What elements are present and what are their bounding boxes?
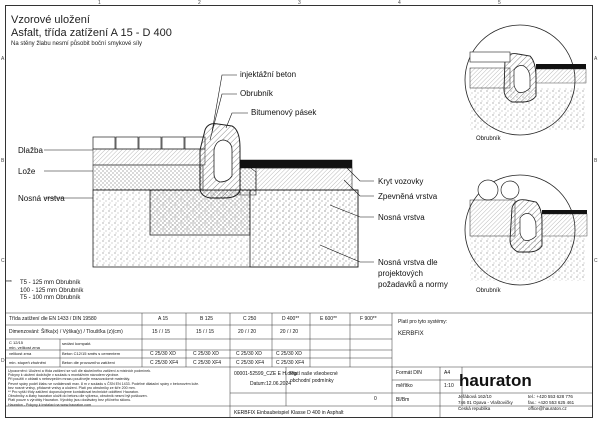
row3-sub: velikost zrna bbox=[9, 351, 32, 356]
row1-c: 20 / / 20 bbox=[238, 329, 257, 335]
kerb-channel bbox=[214, 140, 232, 182]
row4-label: Beton C12/15 směs s cementem bbox=[62, 351, 121, 356]
drawing-number: 00001-52599_CZE E H.dwg bbox=[234, 371, 297, 377]
label-stabilized: Zpevněná vrstva bbox=[378, 192, 438, 201]
drawing-description: KERBFIX Einbaubeispiel Klasse D 400 in Asphalt bbox=[234, 410, 344, 416]
row4-b: C 25/30 XD bbox=[193, 351, 219, 357]
bed-layer bbox=[93, 165, 203, 190]
page-subtitle: Asfalt, třída zatížení A 15 - D 400 bbox=[11, 27, 172, 39]
row5-b: C 25/30 XF4 bbox=[193, 360, 222, 366]
grid-col-1: 1 bbox=[98, 0, 101, 6]
class-d400: D 400** bbox=[282, 316, 300, 322]
grid-col-4: 4 bbox=[398, 0, 401, 6]
grid-row-b-right: B bbox=[594, 158, 598, 164]
row1-d: 20 / / 20 bbox=[280, 329, 299, 335]
legend-line: 100 - 125 mm Obrubník bbox=[20, 287, 84, 294]
grid-row-c-right: C bbox=[594, 258, 598, 264]
brand-logo: hauraton bbox=[459, 371, 532, 390]
row5-d: C 25/30 XF4 bbox=[276, 360, 305, 366]
date-value: 12.06.2024 bbox=[266, 381, 292, 387]
format-value: A4 bbox=[444, 370, 451, 376]
base-layer-right bbox=[250, 190, 358, 267]
row4-sub: min. stupeň zhutnění bbox=[9, 360, 47, 365]
label-base-project-1: Nosná vrstva dle bbox=[378, 258, 438, 267]
note-line: Hauraton - Pokyny k instalaci na www.hauraton.com bbox=[8, 402, 92, 407]
stabilized-layer bbox=[256, 168, 352, 190]
note-line: Při použití v oblasti s nebezpečím mrazu používejte mrazuvzdorné materiály. bbox=[8, 377, 130, 382]
paving-bed bbox=[93, 149, 205, 165]
products-label: Platí pro tyto systémy: bbox=[398, 319, 448, 325]
asphalt-surface bbox=[240, 160, 352, 168]
grid-col-3: 3 bbox=[298, 0, 301, 6]
page-note: Na stěny žlabu nesmí působit boční smykové síly bbox=[11, 41, 143, 47]
class-a15: A 15 bbox=[158, 316, 169, 322]
class-c250: C 250 bbox=[243, 316, 257, 322]
class-f900: F 900** bbox=[360, 316, 377, 322]
grid-row-c: C bbox=[1, 258, 5, 264]
row5-label: Beton dle provozního zatížení bbox=[62, 360, 115, 365]
label-kerb: Obrubník bbox=[240, 89, 273, 98]
detail-view-top bbox=[465, 25, 586, 135]
scale-label: měřítko bbox=[396, 383, 413, 389]
label-bitumen-strip: Bitumenový pásek bbox=[251, 108, 317, 117]
label-base-left: Nosná vrstva bbox=[18, 194, 65, 203]
label-base-right: Nosná vrstva bbox=[378, 213, 425, 222]
note-line: Obrubníky a žlaby hauraton uložit do betonu dle výkresu, obrubník nesmí být poškozen. bbox=[8, 394, 148, 399]
row5-c: C 25/30 XF4 bbox=[236, 360, 265, 366]
row1-label: Dimenzování: Šířka(x) / Výška(y) / Tloušťka (z)(cm) bbox=[9, 329, 123, 335]
grid-row-d: D bbox=[1, 358, 5, 364]
revision: 0 bbox=[374, 396, 377, 402]
scale-value: 1:10 bbox=[444, 383, 454, 389]
note-line: ** Pro vyšší třídy zatížení doporučujeme kontaktovat technické oddělení Hauraton. bbox=[8, 390, 140, 395]
legend-line: T5 - 100 mm Obrubník bbox=[20, 295, 81, 301]
label-detail-bottom: Obrubník bbox=[476, 288, 501, 294]
brand-contact: tel.: +420 553 628 776 fax.: +420 553 625 461 office@hauraton.cz bbox=[528, 394, 575, 411]
note-line: Upozornění: Uložení a třída zatížení se volí dle skutečného zatížení a místních podmínek. bbox=[8, 369, 152, 373]
note-line: Pevné spáry podél žlabu ve vzdálenosti max. 8 m v souladu s ČSN EN 1433. Podélné dilatační spáry v betonovém lože. bbox=[8, 381, 200, 386]
row3-label: sedání kompakt. bbox=[62, 341, 92, 346]
product-name: KERBFIX bbox=[398, 331, 424, 337]
grid-row-b: B bbox=[1, 158, 5, 164]
grid-col-2: 2 bbox=[198, 0, 201, 6]
grid-row-a-right: A bbox=[594, 56, 598, 62]
note-line: bez nosné vrstvy, přídavné vrstvy a uložení. Platí pro obrubníky ze šíře 200 mm. bbox=[8, 385, 136, 390]
grid-col-5: 5 bbox=[498, 0, 501, 6]
sheet-label: Bl/Bm bbox=[396, 397, 410, 403]
row1-a: 15 / / 15 bbox=[152, 329, 171, 335]
class-e600: E 600** bbox=[320, 316, 337, 322]
legend bbox=[6, 280, 84, 303]
row5-a: C 25/30 XF4 bbox=[150, 360, 179, 366]
brand-address: Jeřábová 162/10 746 01 Opava - Vlaštovičky Česká republika bbox=[458, 394, 513, 411]
label-detail-top: Obrubník bbox=[476, 136, 501, 142]
legend-line: T5 - 125 mm Obrubník bbox=[20, 280, 81, 286]
row4-d: C 25/30 XD bbox=[276, 351, 302, 357]
grid-row-a: A bbox=[1, 56, 5, 62]
detail-view-bottom bbox=[465, 175, 587, 285]
note-line: Platí pouze s výrobky Hauraton. Výrobky jsou dodávány bez příčného sklonu. bbox=[8, 398, 132, 403]
table-header-label: Třída zatížení dle EN 1433 / DIN 19580 bbox=[9, 316, 97, 322]
row1-b: 15 / / 15 bbox=[196, 329, 215, 335]
concrete-foundation bbox=[150, 190, 250, 235]
label-injection-concrete: injektážní beton bbox=[240, 70, 297, 79]
terms-line-2: obchodní podmínky bbox=[290, 378, 334, 384]
format-label: Formát DIN bbox=[396, 370, 422, 376]
label-paving: Dlažba bbox=[18, 146, 43, 155]
row2-label-a: C 12/15 bbox=[9, 340, 24, 345]
row2-label-b: min. velikost zrna bbox=[9, 345, 40, 350]
label-base-project-2: projektových bbox=[378, 269, 423, 278]
page-title: Vzorové uložení bbox=[11, 14, 90, 26]
date-label: Datum: bbox=[250, 381, 267, 387]
row4-c: C 25/30 XD bbox=[236, 351, 262, 357]
legend-key: *** bbox=[6, 280, 12, 286]
row4-a: C 25/30 XD bbox=[150, 351, 176, 357]
terms-line-1: Platí naše všeobecné bbox=[290, 371, 338, 377]
note-line: Pokyny k uložení dodržujte v souladu s montážním návodem výrobce. bbox=[8, 373, 120, 378]
class-b125: B 125 bbox=[200, 316, 214, 322]
label-surface-cover: Kryt vozovky bbox=[378, 177, 424, 186]
label-bed: Lože bbox=[18, 167, 36, 176]
notes-block bbox=[8, 369, 228, 407]
paving-stones bbox=[93, 137, 205, 149]
label-base-project-3: požadavků a normy bbox=[378, 280, 448, 289]
